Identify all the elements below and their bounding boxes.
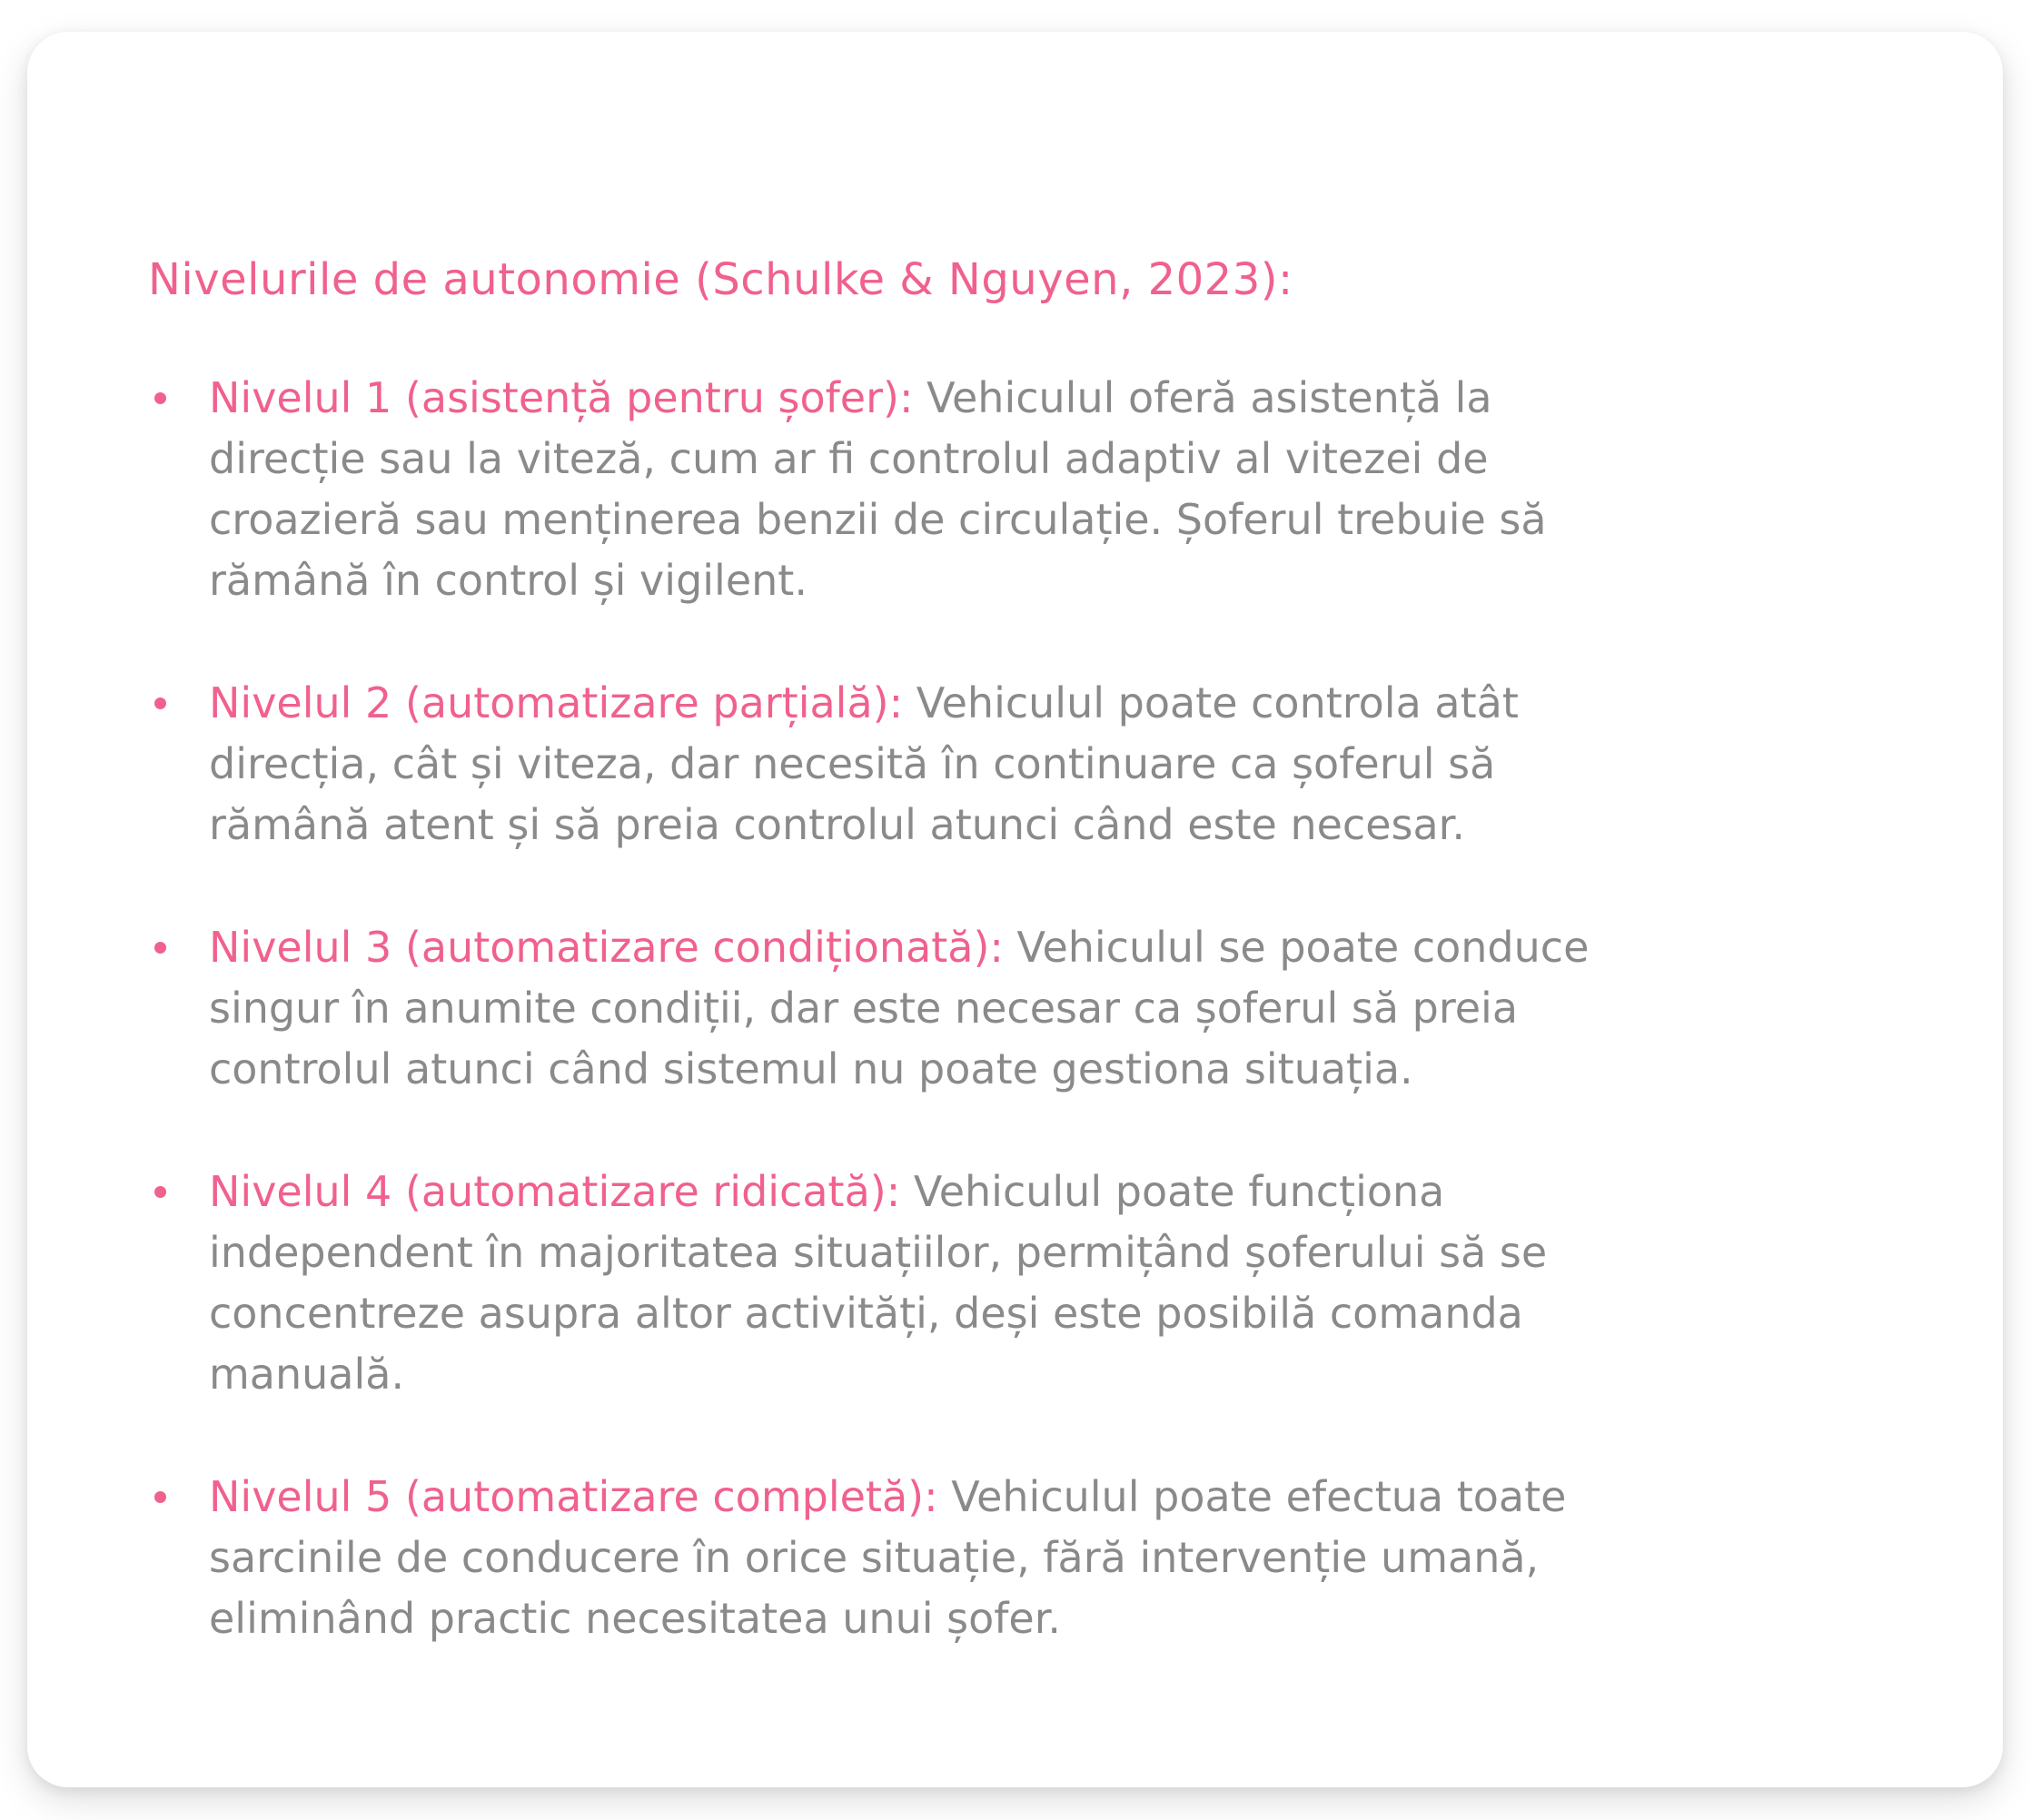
level-label: Nivelul 3 (automatizare condiționată):: [209, 923, 1004, 972]
bullet-icon: [154, 392, 166, 404]
level-description: Vehiculul poate efectua toate sarcinile de conducere în orice situație, fără intervenție umană, eliminând practic necesitatea unui șofer.: [209, 1472, 1567, 1643]
list-item: [148, 368, 1885, 611]
level-description: Vehiculul se poate conduce singur în anumite condiții, dar este necesar ca șoferul să preia controlul atunci când sistemul nu poate gestiona situația.: [209, 923, 1590, 1093]
bullet-icon: [154, 697, 166, 709]
level-2-paragraph: [209, 673, 1644, 856]
bullet-icon: [154, 942, 166, 954]
level-5-paragraph: [209, 1467, 1644, 1649]
level-description: Vehiculul poate controla atât direcția, cât și viteza, dar necesită în continuare ca șoferul să rămână atent și să preia controlul atunci când este necesar.: [209, 678, 1519, 849]
level-1-paragraph: [209, 368, 1644, 611]
list-item: [148, 673, 1885, 856]
bullet-icon: [154, 1186, 166, 1198]
list-item: [148, 1467, 1885, 1649]
list-item: [148, 917, 1885, 1100]
level-label: Nivelul 2 (automatizare parțială):: [209, 678, 904, 727]
bullet-icon: [154, 1491, 166, 1503]
level-label: Nivelul 4 (automatizare ridicată):: [209, 1167, 901, 1216]
page-title: Nivelurile de autonomie (Schulke & Nguyen, 2023):: [148, 254, 1293, 305]
level-3-paragraph: [209, 917, 1644, 1100]
autonomy-levels-list: [148, 368, 1885, 1649]
list-item: [148, 1162, 1885, 1405]
level-label: Nivelul 1 (asistență pentru șofer):: [209, 373, 914, 422]
content-card: [27, 32, 2003, 1787]
level-description: Vehiculul poate funcționa independent în majoritatea situațiilor, permițând șoferului să se concentreze asupra altor activități, deși este posibilă comanda manuală.: [209, 1167, 1548, 1399]
level-description: Vehiculul oferă asistență la direcție sau la viteză, cum ar fi controlul adaptiv al vitezei de croazieră sau menținerea benzii de circulație. Șoferul trebuie să rămână în control și vigilent.: [209, 373, 1547, 605]
level-label: Nivelul 5 (automatizare completă):: [209, 1472, 938, 1521]
level-4-paragraph: [209, 1162, 1644, 1405]
